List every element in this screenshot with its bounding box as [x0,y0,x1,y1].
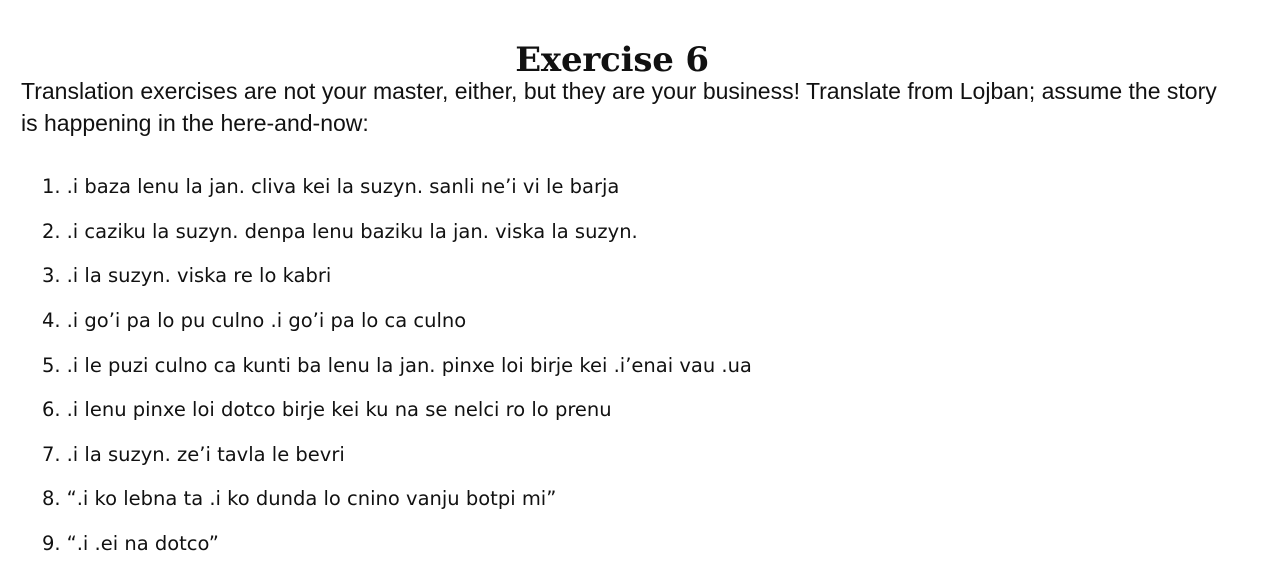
item-number: 1. [42,175,61,199]
item-number: 3. [42,264,61,288]
exercise-list [42,165,1242,566]
list-item [42,210,1242,255]
list-item [42,165,1242,210]
list-item [42,477,1242,522]
item-number: 8. [42,487,61,511]
list-item [42,299,1242,344]
item-number: 2. [42,219,61,243]
item-text: .i le puzi culno ca kunti ba lenu la jan. pinxe loi birje kei .i’enai vau .ua [66,353,752,377]
list-item [42,388,1242,433]
item-text: .i lenu pinxe loi dotco birje kei ku na se nelci ro lo prenu [66,398,612,422]
item-number: 4. [42,309,61,333]
item-number: 9. [42,532,61,556]
intro-paragraph: Translation exercises are not your master, either, but they are your business! Translate from Lojban; assume the story is happening in the here-and-now: [21,78,1217,136]
item-text: .i la suzyn. ze’i tavla le bevri [66,442,345,466]
item-text: .i go’i pa lo pu culno .i go’i pa lo ca culno [66,309,467,333]
list-item [42,433,1242,478]
item-number: 6. [42,398,61,422]
item-number: 7. [42,442,61,466]
item-number: 5. [42,353,61,377]
page-title: Exercise 6 [515,39,709,80]
item-text: .i caziku la suzyn. denpa lenu baziku la jan. viska la suzyn. [66,219,638,243]
item-text: .i baza lenu la jan. cliva kei la suzyn. sanli ne’i vi le barja [66,175,620,199]
item-text: “.i ko lebna ta .i ko dunda lo cnino vanju botpi mi” [66,487,557,511]
item-text: “.i .ei na dotco” [66,532,219,556]
list-item [42,522,1242,567]
list-item [42,254,1242,299]
list-item [42,343,1242,388]
item-text: .i la suzyn. viska re lo kabri [66,264,332,288]
